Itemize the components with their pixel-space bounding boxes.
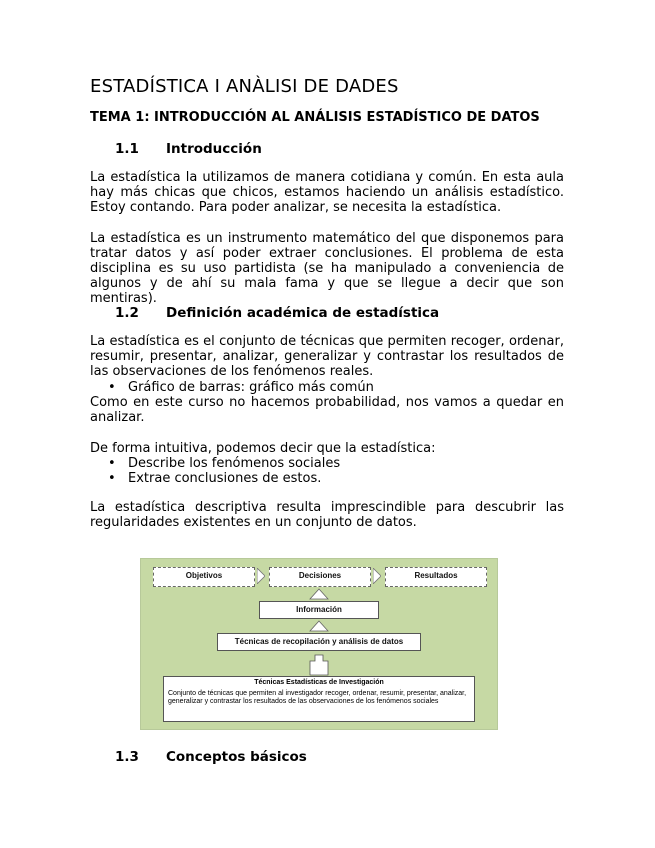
paragraph-definition: La estadística es el conjunto de técnicas que permiten recoger, ordenar, resumir, presentar, analizar, generalizar y contrastar los resultados de las observaciones de los fenómenos reales. <box>90 334 564 379</box>
arrow-right-icon <box>257 568 265 584</box>
section-number: 1.2 <box>115 305 139 321</box>
arrow-up-icon <box>309 588 329 600</box>
informacion-box: Información <box>259 601 379 619</box>
paragraph-intro-2: La estadística es un instrumento matemático del que disponemos para tratar datos y así poder extraer conclusiones. El problema de esta disciplina es su uso partidista (se ha manipulado a conveniencia de algunos y de ahí su mala fama y que se llegue a decir que son mentiras). <box>90 231 564 306</box>
paragraph-intuitive: De forma intuitiva, podemos decir que la estadística: <box>90 441 436 456</box>
section-heading-1-1 <box>115 141 262 157</box>
objetivos-box: Objetivos <box>153 567 255 587</box>
paragraph-intro-1: La estadística la utilizamos de manera cotidiana y común. En esta aula hay más chicas que chicos, estamos haciendo un análisis estadístico. Estoy contando. Para poder analizar, se necesita la estadística. <box>90 170 564 215</box>
section-number: 1.1 <box>115 141 139 157</box>
section-number: 1.3 <box>115 749 139 765</box>
decisiones-box: Decisiones <box>269 567 371 587</box>
paragraph-probability: Como en este curso no hacemos probabilidad, nos vamos a quedar en analizar. <box>90 395 564 425</box>
resultados-box: Resultados <box>385 567 487 587</box>
section-title: Introducción <box>166 141 262 157</box>
list-item: • Describe los fenómenos sociales <box>90 456 340 471</box>
section-title: Definición académica de estadística <box>166 305 440 321</box>
section-heading-1-3 <box>115 749 307 765</box>
block-arrow-up-icon <box>309 654 329 676</box>
statistics-diagram <box>140 558 498 730</box>
topic-heading: TEMA 1: INTRODUCCIÓN AL ANÁLISIS ESTADÍSTICO DE DATOS <box>90 110 540 125</box>
tecnicas-recopilacion-box: Técnicas de recopilación y análisis de datos <box>217 633 421 651</box>
arrow-right-icon <box>373 568 381 584</box>
section-title: Conceptos básicos <box>166 749 307 765</box>
list-item: • Gráfico de barras: gráfico más común <box>90 380 374 395</box>
arrow-up-icon <box>309 620 329 632</box>
list-item: • Extrae conclusiones de estos. <box>90 471 340 486</box>
tecnicas-estadisticas-box <box>163 676 475 722</box>
tecnicas-estadisticas-title: Técnicas Estadísticas de Investigación <box>254 679 384 686</box>
bullet-list-1 <box>90 380 374 395</box>
section-heading-1-2 <box>115 305 439 321</box>
bullet-list-2 <box>90 456 340 486</box>
document-title: ESTADÍSTICA I ANÀLISI DE DADES <box>90 76 399 97</box>
paragraph-descriptive: La estadística descriptiva resulta imprescindible para descubrir las regularidades existentes en un conjunto de datos. <box>90 500 564 530</box>
tecnicas-estadisticas-description: Conjunto de técnicas que permiten al investigador recoger, ordenar, resumir, presentar, analizar, generalizar y contrastar los resultados de las observaciones de los fenómenos sociales <box>168 689 467 705</box>
